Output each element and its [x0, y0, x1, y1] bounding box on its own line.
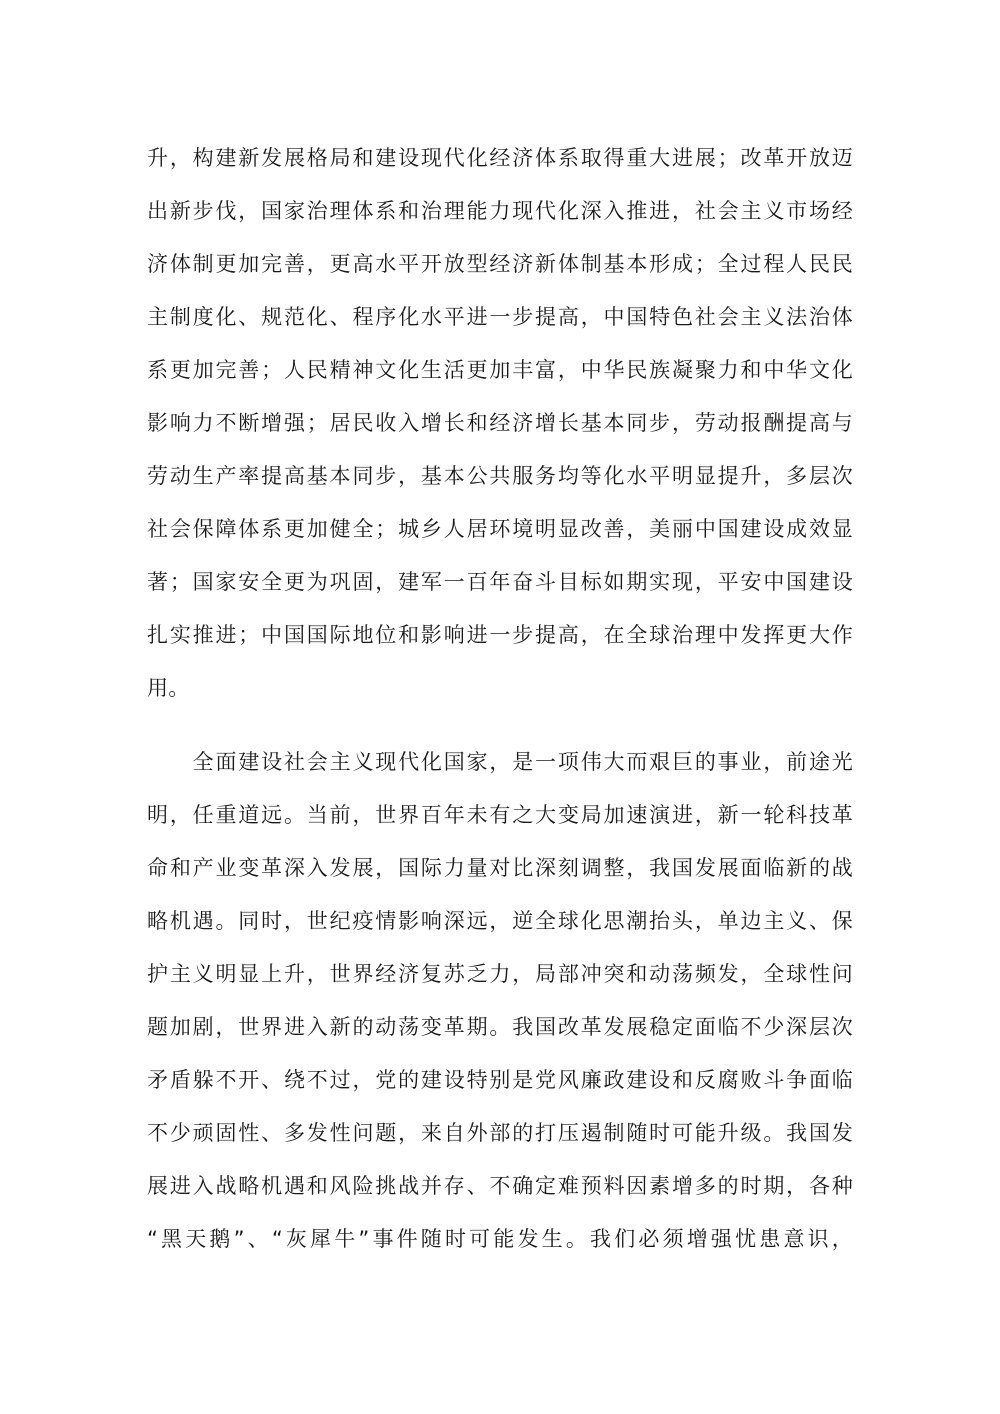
text-line: 展进入战略机遇和风险挑战并存、不确定难预料因素增多的时期，各种 [147, 1174, 853, 1198]
text-line: 扎实推进；中国国际地位和影响进一步提高，在全球治理中发挥更大作 [147, 623, 853, 647]
text-line: 题加剧，世界进入新的动荡变革期。我国改革发展稳定面临不少深层次 [147, 1015, 853, 1039]
body-paragraph [147, 747, 853, 1277]
text-line: 全面建设社会主义现代化国家，是一项伟大而艰巨的事业，前途光 [147, 750, 853, 774]
text-line: 命和产业变革深入发展，国际力量对比深刻调整，我国发展面临新的战 [147, 856, 853, 880]
text-line: 升，构建新发展格局和建设现代化经济体系取得重大进展；改革开放迈 [147, 146, 853, 170]
text-line: 护主义明显上升，世界经济复苏乏力，局部冲突和动荡频发，全球性问 [147, 962, 853, 986]
text-line: 劳动生产率提高基本同步，基本公共服务均等化水平明显提升，多层次 [147, 464, 853, 488]
text-line: 主制度化、规范化、程序化水平进一步提高，中国特色社会主义法治体 [147, 305, 853, 329]
text-line: 略机遇。同时，世纪疫情影响深远，逆全球化思潮抬头，单边主义、保 [147, 909, 853, 933]
text-line: 明，任重道远。当前，世界百年未有之大变局加速演进，新一轮科技革 [147, 803, 853, 827]
text-line: 矛盾躲不开、绕不过，党的建设特别是党风廉政建设和反腐败斗争面临 [147, 1068, 853, 1092]
text-line: 用。 [147, 676, 190, 700]
body-paragraph [147, 143, 853, 726]
text-line: 济体制更加完善，更高水平开放型经济新体制基本形成；全过程人民民 [147, 252, 853, 276]
text-line: 不少顽固性、多发性问题，来自外部的打压遏制随时可能升级。我国发 [147, 1121, 853, 1145]
text-line: 出新步伐，国家治理体系和治理能力现代化深入推进，社会主义市场经 [147, 199, 853, 223]
text-line: 社会保障体系更加健全；城乡人居环境明显改善，美丽中国建设成效显 [147, 517, 853, 541]
text-line: 影响力不断增强；居民收入增长和经济增长基本同步，劳动报酬提高与 [147, 411, 853, 435]
text-line: 系更加完善；人民精神文化生活更加丰富，中华民族凝聚力和中华文化 [147, 358, 853, 382]
text-line: 著；国家安全更为巩固，建军一百年奋斗目标如期实现，平安中国建设 [147, 570, 853, 594]
text-line: “黑天鹅”、“灰犀牛”事件随时可能发生。我们必须增强忧患意识， [147, 1227, 853, 1251]
